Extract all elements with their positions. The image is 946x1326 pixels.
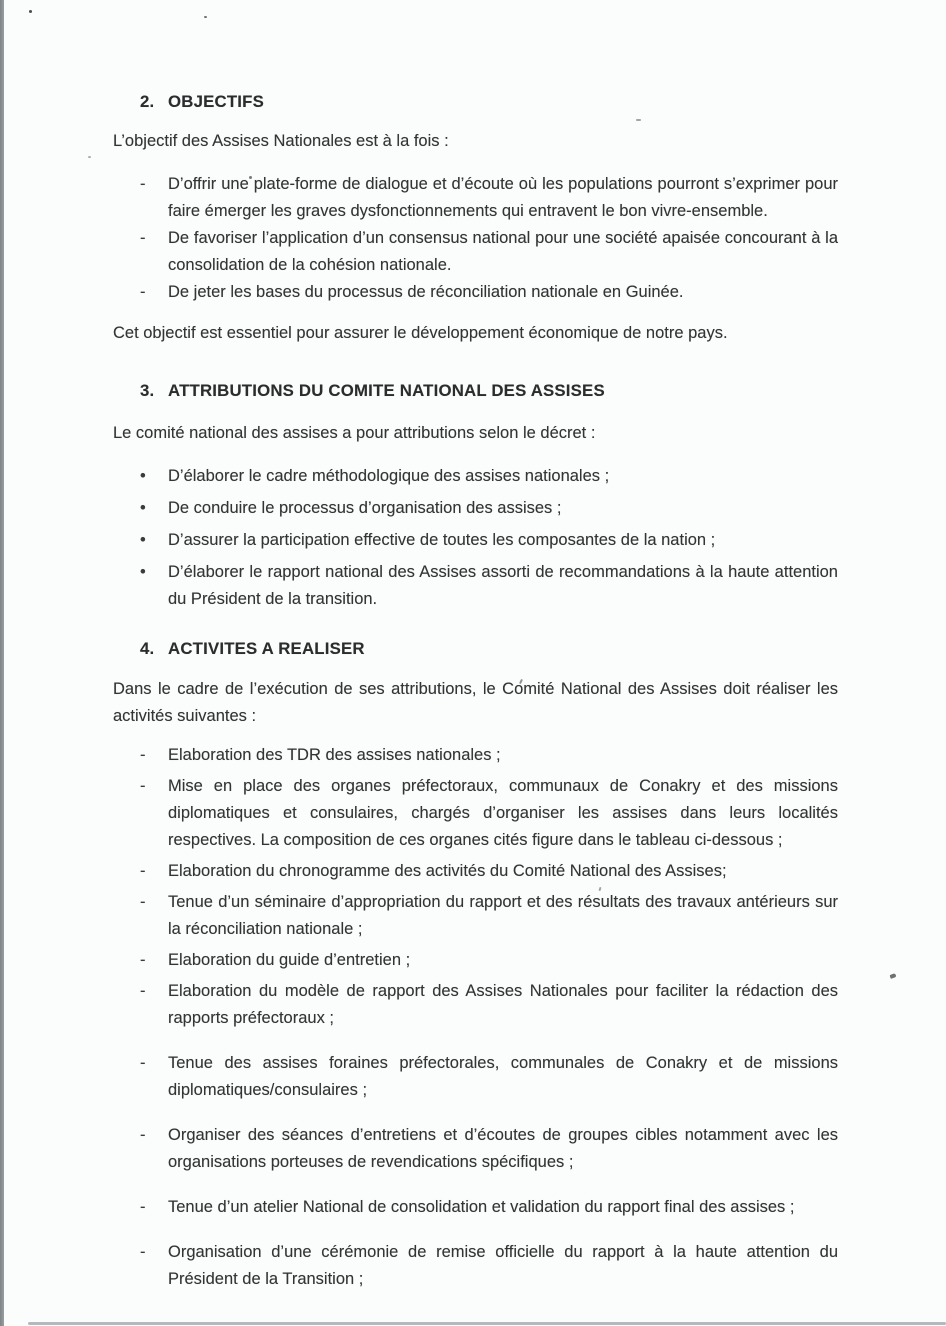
list-item — [140, 495, 838, 522]
list-item-text: Elaboration du guide d’entretien ; — [168, 951, 411, 969]
dust-speck — [889, 973, 896, 979]
bullet-marker: • — [140, 531, 146, 549]
list-item-text: Organiser des séances d’entretiens et d’écoutes de groupes cibles notamment avec les organisations porteuses de revendications spécifiques ; — [168, 1126, 838, 1171]
section-number: 4. — [140, 639, 155, 658]
scan-edge-bottom — [28, 1322, 946, 1325]
dash-marker: - — [140, 951, 146, 969]
section-title: ATTRIBUTIONS DU COMITE NATIONAL DES ASSISES — [168, 381, 605, 400]
list-item-text: Tenue d’un séminaire d’appropriation du rapport et des résultats des travaux antérieurs sur la réconciliation nationale ; — [168, 893, 838, 938]
list-item-text: Tenue des assises foraines préfectorales, communales de Conakry et de missions diplomatiques/consulaires ; — [168, 1054, 838, 1099]
section-heading-activites — [140, 635, 838, 662]
section-heading-objectifs — [140, 88, 838, 115]
list-item — [140, 1122, 838, 1176]
bullet-marker: • — [140, 563, 146, 581]
list-item — [140, 978, 838, 1032]
objectifs-list — [140, 171, 838, 306]
list-item — [140, 527, 838, 554]
list-item — [140, 947, 838, 974]
section-activites — [113, 635, 838, 1293]
list-item-text: De jeter les bases du processus de réconciliation nationale en Guinée. — [168, 283, 684, 301]
dash-marker: - — [140, 777, 146, 795]
bullet-marker: • — [140, 499, 146, 517]
list-item — [140, 773, 838, 854]
list-item-text: Elaboration des TDR des assises nationales ; — [168, 746, 501, 764]
dash-marker: - — [140, 283, 146, 301]
list-item — [140, 889, 838, 943]
list-item — [140, 1194, 838, 1221]
section-heading-attributions — [140, 377, 838, 404]
section-number: 3. — [140, 381, 155, 400]
list-item-text: Mise en place des organes préfectoraux, communaux de Conakry et des missions diplomatiques et consulaires, chargés d’organiser les assises dans leurs localités respectives. La composition de ces organes cités figure dans le tableau ci-dessous ; — [168, 777, 838, 849]
list-item — [140, 559, 838, 613]
document-content — [113, 88, 838, 1297]
section-title: OBJECTIFS — [168, 92, 264, 111]
list-item — [140, 225, 838, 279]
list-item-text: Tenue d’un atelier National de consolidation et validation du rapport final des assises ; — [168, 1198, 795, 1216]
list-item — [140, 742, 838, 769]
list-item-text: Organisation d’une cérémonie de remise officielle du rapport à la haute attention du Président de la Transition ; — [168, 1243, 838, 1288]
dust-speck — [204, 16, 207, 18]
section-objectifs — [113, 88, 838, 347]
dash-marker: - — [140, 1198, 146, 1216]
activites-list — [140, 742, 838, 1293]
list-item-text: De conduire le processus d’organisation des assises ; — [168, 499, 562, 517]
list-item-text: D’élaborer le cadre méthodologique des assises nationales ; — [168, 467, 610, 485]
list-item-text: Elaboration du chronogramme des activités du Comité National des Assises; — [168, 862, 727, 880]
list-item-text: D’offrir une plate-forme de dialogue et d’écoute où les populations pourront s’exprimer pour faire émerger les graves dysfonctionnements qui entravent le bon vivre-ensemble. — [168, 175, 838, 220]
dash-marker: - — [140, 893, 146, 911]
dash-marker: - — [140, 1054, 146, 1072]
scan-edge-left — [0, 0, 4, 1326]
dash-marker: - — [140, 982, 146, 1000]
list-item-text: Elaboration du modèle de rapport des Assises Nationales pour faciliter la rédaction des rapports préfectoraux ; — [168, 982, 838, 1027]
bullet-marker: • — [140, 467, 146, 485]
dash-marker: - — [140, 229, 146, 247]
list-item-text: D’assurer la participation effective de toutes les composantes de la nation ; — [168, 531, 716, 549]
list-item — [140, 463, 838, 490]
dash-marker: - — [140, 175, 146, 193]
attributions-list — [140, 463, 838, 613]
list-item — [140, 279, 838, 306]
section-attributions — [113, 377, 838, 613]
list-item — [140, 1050, 838, 1104]
section-intro: Le comité national des assises a pour attributions selon le décret : — [113, 424, 596, 442]
section-number: 2. — [140, 92, 155, 111]
dash-marker: - — [140, 746, 146, 764]
dash-marker: - — [140, 1243, 146, 1261]
section-intro: Dans le cadre de l’exécution de ses attributions, le Comité National des Assises doit réaliser les activités suivantes : — [113, 680, 838, 725]
list-item — [140, 858, 838, 885]
section-title: ACTIVITES A REALISER — [168, 639, 365, 658]
list-item — [140, 1239, 838, 1293]
dust-speck — [29, 10, 32, 13]
dash-marker: - — [140, 862, 146, 880]
list-item-text: D’élaborer le rapport national des Assises assorti de recommandations à la haute attention du Président de la transition. — [168, 563, 838, 608]
dash-marker: - — [140, 1126, 146, 1144]
section-note: Cet objectif est essentiel pour assurer le développement économique de notre pays. — [113, 324, 728, 342]
section-intro: L’objectif des Assises Nationales est à la fois : — [113, 132, 449, 150]
list-item-text: De favoriser l’application d’un consensus national pour une société apaisée concourant à la consolidation de la cohésion nationale. — [168, 229, 838, 274]
list-item — [140, 171, 838, 225]
dust-speck — [88, 156, 91, 158]
